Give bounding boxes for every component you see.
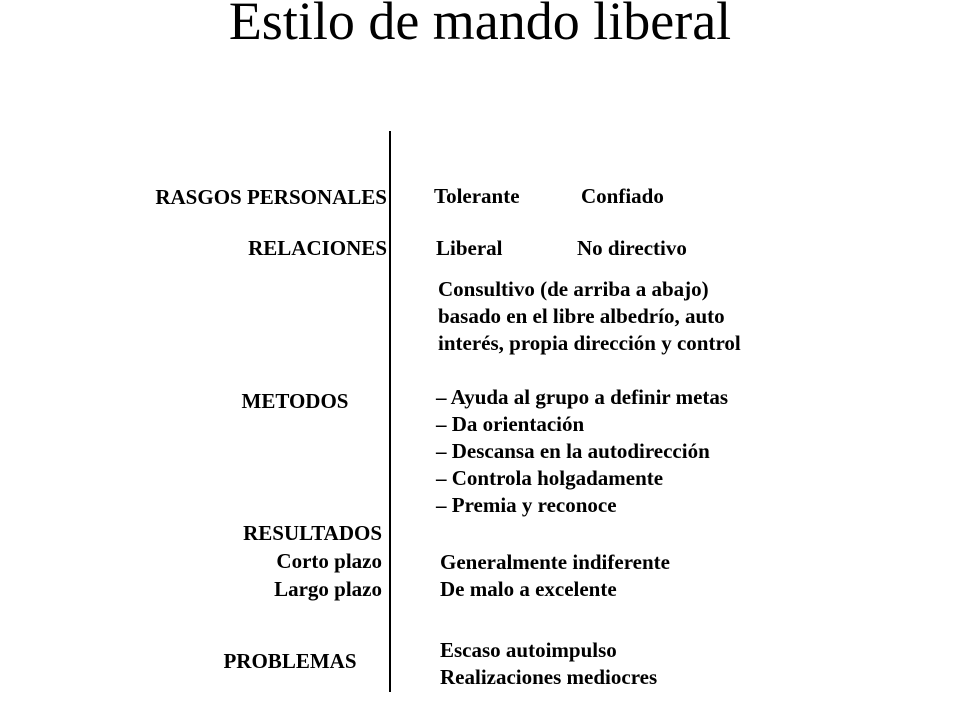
label-problemas: PROBLEMAS [223,649,357,673]
value-problema: Escaso autoimpulso [440,638,617,662]
value-no-directivo: No directivo [577,236,687,260]
metodos-item: – Controla holgadamente [436,466,664,490]
metodos-intro-line: basado en el libre albedrío, auto [438,304,725,328]
metodos-intro-line: Consultivo (de arriba a abajo) [438,277,709,301]
metodos-item: – Ayuda al grupo a definir metas [436,385,729,409]
label-corto-plazo: Corto plazo [276,549,382,573]
value-confiado: Confiado [581,184,664,208]
label-largo-plazo: Largo plazo [274,577,382,601]
value-problema: Realizaciones mediocres [440,665,658,689]
value-corto-plazo: Generalmente indiferente [440,550,670,574]
metodos-item: – Premia y reconoce [436,493,617,517]
label-metodos: METODOS [241,389,349,413]
value-largo-plazo: De malo a excelente [440,577,617,601]
value-liberal: Liberal [436,236,503,260]
label-relaciones: RELACIONES [248,236,387,260]
page-title: Estilo de mando liberal [228,0,732,51]
metodos-item: – Da orientación [436,412,585,436]
label-resultados: RESULTADOS [243,521,382,545]
metodos-item: – Descansa en la autodirección [436,439,710,463]
metodos-intro-line: interés, propia dirección y control [438,331,741,355]
value-tolerante: Tolerante [434,184,520,208]
label-rasgos-personales: RASGOS PERSONALES [155,185,387,209]
